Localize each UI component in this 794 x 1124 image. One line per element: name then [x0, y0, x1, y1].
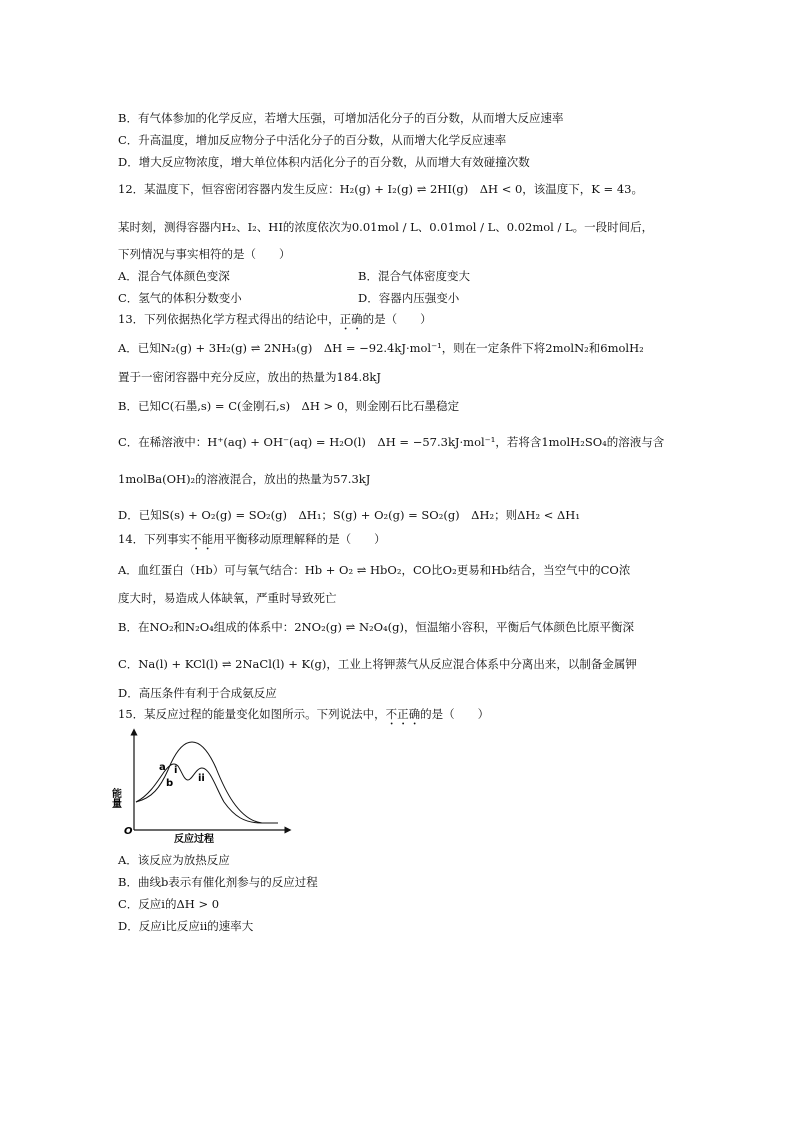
q13-option-c-line2: 1molBa(OH)₂的溶液混合，放出的热量为57.3kJ: [118, 472, 371, 486]
q14-option-d: D．高压条件有利于合成氨反应: [118, 686, 277, 700]
curve-label-ii: ii: [198, 773, 205, 784]
q15-option-a: A．该反应为放热反应: [118, 853, 230, 867]
q15-stem-post: 的是（ ）: [420, 707, 490, 721]
q13-stem-post: 的是（ ）: [362, 312, 432, 326]
q13-option-a-line2: 置于一密闭容器中充分反应，放出的热量为184.8kJ: [118, 370, 381, 384]
q12-option-b: B．混合气体密度变大: [358, 269, 470, 283]
q12-option-c: C．氢气的体积分数变小: [118, 291, 242, 305]
q15-stem: [118, 706, 489, 728]
q12-stem-line2: 某时刻，测得容器内H₂、I₂、HI的浓度依次为0.01mol / L、0.01mol / L、0.02mol / L。一段时间后，: [118, 220, 654, 234]
q11-option-d: D．增大反应物浓度，增大单位体积内活化分子的百分数，从而增大有效碰撞次数: [118, 155, 530, 169]
q11-option-c: C．升高温度，增加反应物分子中活化分子的百分数，从而增大化学反应速率: [118, 133, 507, 147]
q13-stem: [118, 311, 432, 333]
q14-stem: [118, 531, 386, 553]
origin-label: O: [124, 826, 133, 837]
q15-option-b: B．曲线b表示有催化剂参与的反应过程: [118, 875, 318, 889]
q12-stem-line3: 下列情况与事实相符的是（ ）: [118, 247, 291, 261]
q13-option-c-line1: C．在稀溶液中：H⁺(aq) + OH⁻(aq) = H₂O(l) ΔH = −57.3kJ·mol⁻¹，若将含1molH₂SO₄的溶液与含: [118, 435, 665, 449]
q13-stem-emphasis: 正确: [339, 312, 363, 326]
x-axis-label: 反应过程: [174, 834, 214, 845]
q12-option-d: D．容器内压强变小: [358, 291, 460, 305]
q12-option-a: A．混合气体颜色变深: [118, 269, 230, 283]
q13-option-b: B．已知C(石墨,s) = C(金刚石,s) ΔH > 0，则金刚石比石墨稳定: [118, 399, 460, 413]
q13-stem-pre: 13．下列依据热化学方程式得出的结论中，: [118, 312, 340, 326]
q15-option-c: C．反应i的ΔH > 0: [118, 897, 220, 911]
q14-stem-pre: 14．下列事实: [118, 532, 191, 546]
curve-b: [136, 764, 278, 823]
q13-option-d: D．已知S(s) + O₂(g) = SO₂(g) ΔH₁；S(g) + O₂(g) = SO₂(g) ΔH₂；则ΔH₂ < ΔH₁: [118, 508, 580, 522]
q15-stem-emphasis: 不正确: [385, 707, 421, 721]
curve-label-b: b: [166, 778, 174, 789]
q13-option-a-line1: A．已知N₂(g) + 3H₂(g) ⇌ 2NH₃(g) ΔH = −92.4kJ·mol⁻¹，则在一定条件下将2molN₂和6molH₂: [118, 341, 644, 355]
q14-option-c: C．Na(l) + KCl(l) ⇌ 2NaCl(l) + K(g)，工业上将钾蒸气从反应混合体系中分离出来，以制备金属钾: [118, 657, 637, 671]
q14-option-a-line2: 度大时，易造成人体缺氧，严重时导致死亡: [118, 591, 337, 605]
q14-option-a-line1: A．血红蛋白（Hb）可与氧气结合：Hb + O₂ ⇌ HbO₂，CO比O₂更易和Hb结合，当空气中的CO浓: [118, 563, 631, 577]
q14-stem-post: 用平衡移动原理解释的是（ ）: [213, 532, 386, 546]
q14-option-b: B．在NO₂和N₂O₄组成的体系中：2NO₂(g) ⇌ N₂O₄(g)，恒温缩小容积，平衡后气体颜色比原平衡深: [118, 620, 635, 634]
energy-diagram: [109, 728, 292, 846]
q12-stem-line1: 12．某温度下，恒容密闭容器内发生反应：H₂(g) + I₂(g) ⇌ 2HI(g) ΔH < 0，该温度下，K = 43。: [118, 182, 643, 196]
q15-stem-pre: 15．某反应过程的能量变化如图所示。下列说法中，: [118, 707, 386, 721]
q15-option-d: D．反应i比反应ii的速率大: [118, 919, 254, 933]
curve-label-i: i: [174, 765, 178, 776]
y-axis-label: 能量: [109, 788, 121, 808]
q11-option-b: B．有气体参加的化学反应，若增大压强，可增加活化分子的百分数，从而增大反应速率: [118, 111, 564, 125]
q14-stem-emphasis: 不能: [190, 532, 214, 546]
curve-label-a: a: [159, 762, 166, 773]
